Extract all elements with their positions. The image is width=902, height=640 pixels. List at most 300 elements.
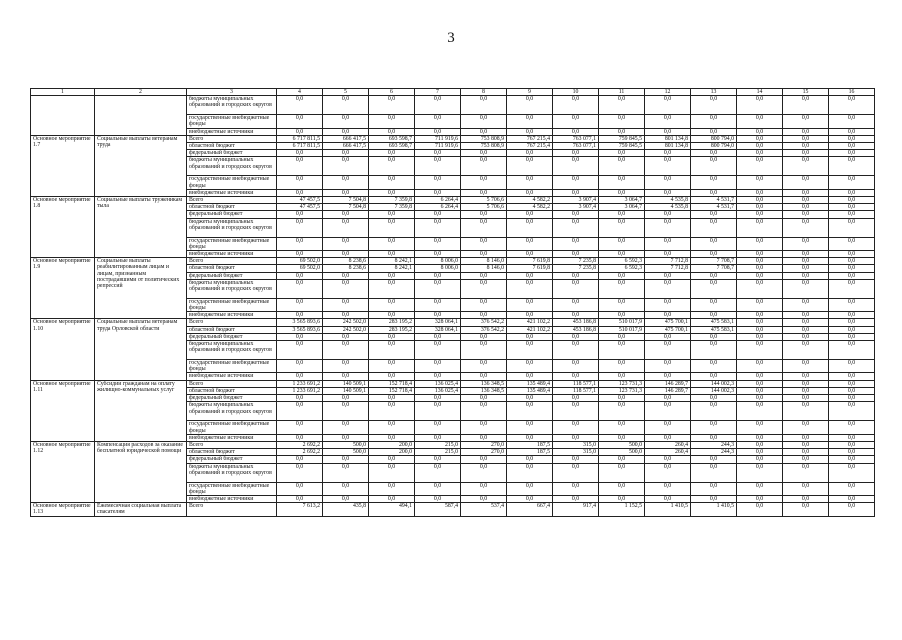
value-cell: 0,0 xyxy=(415,211,461,218)
activity-title-cell: Социальные выплаты ветеранам труда xyxy=(95,135,187,196)
value-cell: 7 235,8 xyxy=(553,258,599,265)
value-cell: 0,0 xyxy=(415,421,461,434)
value-cell: 0,0 xyxy=(415,434,461,441)
value-cell: 0,0 xyxy=(599,312,645,319)
value-cell: 0,0 xyxy=(415,279,461,298)
value-cell: 0,0 xyxy=(553,272,599,279)
value-cell: 0,0 xyxy=(783,211,829,218)
value-cell: 283 195,2 xyxy=(369,319,415,326)
value-cell: 0,0 xyxy=(507,312,553,319)
column-number: 16 xyxy=(829,89,875,96)
value-cell: 4 582,2 xyxy=(507,204,553,211)
value-cell: 0,0 xyxy=(783,265,829,272)
value-cell: 7 613,2 xyxy=(277,503,323,516)
value-cell: 0,0 xyxy=(645,218,691,237)
value-cell: 0,0 xyxy=(507,333,553,340)
value-cell: 7 359,8 xyxy=(369,197,415,204)
value-cell: 0,0 xyxy=(829,189,875,196)
value-cell: 0,0 xyxy=(829,135,875,142)
value-cell: 0,0 xyxy=(369,395,415,402)
value-cell: 0,0 xyxy=(507,482,553,495)
value-cell: 0,0 xyxy=(645,237,691,250)
value-cell: 0,0 xyxy=(691,128,737,135)
value-cell: 0,0 xyxy=(599,128,645,135)
value-cell: 693 598,7 xyxy=(369,135,415,142)
value-cell: 0,0 xyxy=(553,312,599,319)
funding-source-cell: Всего xyxy=(187,441,277,448)
value-cell: 0,0 xyxy=(737,237,783,250)
value-cell: 0,0 xyxy=(277,150,323,157)
value-cell: 0,0 xyxy=(599,395,645,402)
value-cell: 0,0 xyxy=(507,298,553,311)
value-cell: 0,0 xyxy=(553,218,599,237)
value-cell: 47 457,5 xyxy=(277,204,323,211)
value-cell: 7 708,7 xyxy=(691,258,737,265)
value-cell: 0,0 xyxy=(323,312,369,319)
activity-title-cell: Социальные выплаты реабилитированным лицам и лицам, признанным пострадавшими от политических репрессий xyxy=(95,258,187,319)
value-cell: 0,0 xyxy=(323,218,369,237)
value-cell: 0,0 xyxy=(415,218,461,237)
value-cell: 0,0 xyxy=(461,128,507,135)
value-cell: 0,0 xyxy=(553,157,599,176)
value-cell: 3 064,7 xyxy=(599,197,645,204)
value-cell: 0,0 xyxy=(323,373,369,380)
funding-source-cell: внебюджетные источники xyxy=(187,373,277,380)
funding-source-cell: государственные внебюджетные фонды xyxy=(187,421,277,434)
value-cell: 0,0 xyxy=(507,157,553,176)
value-cell: 0,0 xyxy=(599,272,645,279)
value-cell: 6 592,3 xyxy=(599,258,645,265)
value-cell: 0,0 xyxy=(415,482,461,495)
value-cell: 315,0 xyxy=(553,449,599,456)
value-cell: 0,0 xyxy=(461,434,507,441)
value-cell: 0,0 xyxy=(599,456,645,463)
value-cell: 0,0 xyxy=(737,333,783,340)
value-cell: 0,0 xyxy=(599,176,645,189)
value-cell: 5 706,6 xyxy=(461,197,507,204)
value-cell: 0,0 xyxy=(553,341,599,360)
value-cell: 136 025,4 xyxy=(415,380,461,387)
value-cell: 0,0 xyxy=(737,128,783,135)
value-cell: 152 718,4 xyxy=(369,380,415,387)
value-cell: 0,0 xyxy=(645,434,691,441)
value-cell: 0,0 xyxy=(783,218,829,237)
value-cell: 0,0 xyxy=(323,402,369,421)
value-cell: 0,0 xyxy=(645,495,691,502)
value-cell: 0,0 xyxy=(461,157,507,176)
value-cell: 500,0 xyxy=(323,449,369,456)
value-cell: 0,0 xyxy=(277,495,323,502)
value-cell: 0,0 xyxy=(737,395,783,402)
value-cell: 0,0 xyxy=(415,251,461,258)
value-cell: 0,0 xyxy=(507,218,553,237)
value-cell: 260,4 xyxy=(645,441,691,448)
value-cell: 0,0 xyxy=(507,395,553,402)
activity-title-cell xyxy=(95,96,187,136)
value-cell: 0,0 xyxy=(783,189,829,196)
funding-source-cell: внебюджетные источники xyxy=(187,434,277,441)
funding-source-cell: федеральный бюджет xyxy=(187,211,277,218)
funding-source-cell: внебюджетные источники xyxy=(187,312,277,319)
value-cell: 0,0 xyxy=(829,96,875,115)
value-cell: 0,0 xyxy=(737,279,783,298)
value-cell: 0,0 xyxy=(461,150,507,157)
funding-source-cell: Всего xyxy=(187,197,277,204)
value-cell: 0,0 xyxy=(415,373,461,380)
value-cell: 0,0 xyxy=(277,115,323,128)
value-cell: 0,0 xyxy=(645,115,691,128)
value-cell: 0,0 xyxy=(783,251,829,258)
value-cell: 0,0 xyxy=(461,463,507,482)
funding-source-cell: областной бюджет xyxy=(187,265,277,272)
value-cell: 1 233 691,2 xyxy=(277,387,323,394)
column-number: 14 xyxy=(737,89,783,96)
value-cell: 0,0 xyxy=(645,96,691,115)
value-cell: 0,0 xyxy=(691,421,737,434)
value-cell: 69 502,0 xyxy=(277,265,323,272)
value-cell: 187,5 xyxy=(507,449,553,456)
value-cell: 0,0 xyxy=(599,402,645,421)
value-cell: 0,0 xyxy=(323,115,369,128)
value-cell: 0,0 xyxy=(277,341,323,360)
value-cell: 0,0 xyxy=(645,272,691,279)
value-cell: 4 531,7 xyxy=(691,204,737,211)
value-cell: 8 242,1 xyxy=(369,258,415,265)
value-cell: 0,0 xyxy=(369,251,415,258)
value-cell: 0,0 xyxy=(415,341,461,360)
funding-source-cell: Всего xyxy=(187,135,277,142)
value-cell: 0,0 xyxy=(691,96,737,115)
funding-source-cell: внебюджетные источники xyxy=(187,189,277,196)
value-cell: 0,0 xyxy=(323,395,369,402)
value-cell: 0,0 xyxy=(369,218,415,237)
value-cell: 0,0 xyxy=(323,157,369,176)
activity-title-cell: Социальные выплаты труженикам тыла xyxy=(95,197,187,258)
value-cell: 0,0 xyxy=(645,360,691,373)
value-cell: 3 907,4 xyxy=(553,197,599,204)
value-cell: 0,0 xyxy=(461,237,507,250)
funding-source-cell: бюджеты муниципальных образований и городских округов xyxy=(187,402,277,421)
value-cell: 270,0 xyxy=(461,449,507,456)
value-cell: 146 289,7 xyxy=(645,380,691,387)
value-cell: 0,0 xyxy=(277,360,323,373)
value-cell: 242 502,0 xyxy=(323,326,369,333)
value-cell: 0,0 xyxy=(829,380,875,387)
value-cell: 763 077,1 xyxy=(553,143,599,150)
activity-cell: Основное мероприятие 1.8 xyxy=(31,197,95,258)
value-cell: 0,0 xyxy=(783,482,829,495)
activity-title-cell: Компенсация расходов за оказание бесплатной юридической помощи xyxy=(95,441,187,502)
value-cell: 0,0 xyxy=(461,272,507,279)
value-cell: 0,0 xyxy=(415,157,461,176)
value-cell: 3 565 893,6 xyxy=(277,319,323,326)
value-cell: 0,0 xyxy=(691,298,737,311)
table-row xyxy=(31,441,875,448)
value-cell: 328 064,1 xyxy=(415,319,461,326)
value-cell: 0,0 xyxy=(369,176,415,189)
value-cell: 0,0 xyxy=(737,197,783,204)
value-cell: 0,0 xyxy=(553,373,599,380)
value-cell: 0,0 xyxy=(461,360,507,373)
value-cell: 0,0 xyxy=(737,176,783,189)
value-cell: 2 692,2 xyxy=(277,449,323,456)
value-cell: 0,0 xyxy=(783,402,829,421)
value-cell: 0,0 xyxy=(415,189,461,196)
value-cell: 0,0 xyxy=(599,298,645,311)
value-cell: 8 006,0 xyxy=(415,265,461,272)
value-cell: 0,0 xyxy=(737,441,783,448)
column-number: 8 xyxy=(461,89,507,96)
value-cell: 0,0 xyxy=(829,204,875,211)
value-cell: 0,0 xyxy=(369,360,415,373)
value-cell: 800 794,0 xyxy=(691,135,737,142)
column-number: 7 xyxy=(415,89,461,96)
value-cell: 0,0 xyxy=(323,463,369,482)
value-cell: 0,0 xyxy=(277,298,323,311)
value-cell: 0,0 xyxy=(415,333,461,340)
column-number: 1 xyxy=(31,89,95,96)
value-cell: 0,0 xyxy=(461,251,507,258)
value-cell: 376 542,2 xyxy=(461,319,507,326)
value-cell: 0,0 xyxy=(553,298,599,311)
value-cell: 0,0 xyxy=(553,251,599,258)
value-cell: 0,0 xyxy=(783,395,829,402)
value-cell: 0,0 xyxy=(415,402,461,421)
value-cell: 0,0 xyxy=(829,482,875,495)
value-cell: 0,0 xyxy=(323,128,369,135)
value-cell: 0,0 xyxy=(461,298,507,311)
table-row xyxy=(31,319,875,326)
value-cell: 0,0 xyxy=(783,387,829,394)
value-cell: 0,0 xyxy=(415,456,461,463)
value-cell: 3 907,4 xyxy=(553,204,599,211)
value-cell: 0,0 xyxy=(829,265,875,272)
value-cell: 0,0 xyxy=(277,96,323,115)
value-cell: 0,0 xyxy=(369,128,415,135)
value-cell: 0,0 xyxy=(599,341,645,360)
value-cell: 1 233 691,2 xyxy=(277,380,323,387)
value-cell: 0,0 xyxy=(829,218,875,237)
value-cell: 0,0 xyxy=(507,495,553,502)
page-number: 3 xyxy=(447,30,455,46)
value-cell: 0,0 xyxy=(783,434,829,441)
value-cell: 123 731,3 xyxy=(599,387,645,394)
value-cell: 0,0 xyxy=(737,218,783,237)
value-cell: 0,0 xyxy=(277,463,323,482)
value-cell: 0,0 xyxy=(323,456,369,463)
activity-cell: Основное мероприятие 1.10 xyxy=(31,319,95,380)
value-cell: 510 017,9 xyxy=(599,319,645,326)
value-cell: 0,0 xyxy=(599,279,645,298)
value-cell: 0,0 xyxy=(323,251,369,258)
value-cell: 0,0 xyxy=(415,128,461,135)
value-cell: 4 531,7 xyxy=(691,197,737,204)
value-cell: 0,0 xyxy=(461,218,507,237)
value-cell: 0,0 xyxy=(691,434,737,441)
value-cell: 0,0 xyxy=(369,373,415,380)
value-cell: 3 064,7 xyxy=(599,204,645,211)
value-cell: 0,0 xyxy=(553,115,599,128)
value-cell: 0,0 xyxy=(829,495,875,502)
value-cell: 0,0 xyxy=(737,495,783,502)
value-cell: 0,0 xyxy=(645,251,691,258)
value-cell: 0,0 xyxy=(277,237,323,250)
value-cell: 215,0 xyxy=(415,441,461,448)
value-cell: 0,0 xyxy=(599,482,645,495)
value-cell: 0,0 xyxy=(783,319,829,326)
value-cell: 0,0 xyxy=(415,237,461,250)
value-cell: 1 410,5 xyxy=(645,503,691,516)
value-cell: 917,4 xyxy=(553,503,599,516)
value-cell: 8 006,0 xyxy=(415,258,461,265)
value-cell: 0,0 xyxy=(323,495,369,502)
value-cell: 7 235,8 xyxy=(553,265,599,272)
value-cell: 0,0 xyxy=(323,237,369,250)
value-cell: 7 619,8 xyxy=(507,258,553,265)
value-cell: 1 152,5 xyxy=(599,503,645,516)
value-cell: 0,0 xyxy=(645,373,691,380)
funding-source-cell: государственные внебюджетные фонды xyxy=(187,298,277,311)
value-cell: 759 845,5 xyxy=(599,143,645,150)
value-cell: 0,0 xyxy=(415,115,461,128)
funding-source-cell: федеральный бюджет xyxy=(187,456,277,463)
value-cell: 0,0 xyxy=(691,373,737,380)
value-cell: 0,0 xyxy=(507,279,553,298)
value-cell: 0,0 xyxy=(461,482,507,495)
value-cell: 1 410,5 xyxy=(691,503,737,516)
value-cell: 0,0 xyxy=(691,189,737,196)
value-cell: 500,0 xyxy=(323,441,369,448)
value-cell: 0,0 xyxy=(691,272,737,279)
value-cell: 0,0 xyxy=(599,96,645,115)
value-cell: 0,0 xyxy=(277,373,323,380)
value-cell: 0,0 xyxy=(415,96,461,115)
value-cell: 0,0 xyxy=(369,237,415,250)
value-cell: 0,0 xyxy=(737,387,783,394)
value-cell: 0,0 xyxy=(691,150,737,157)
value-cell: 0,0 xyxy=(553,395,599,402)
value-cell: 0,0 xyxy=(829,373,875,380)
value-cell: 0,0 xyxy=(553,128,599,135)
value-cell: 0,0 xyxy=(829,176,875,189)
value-cell: 0,0 xyxy=(369,211,415,218)
value-cell: 0,0 xyxy=(645,176,691,189)
activity-title-cell: Социальные выплаты ветеранам труда Орловской области xyxy=(95,319,187,380)
value-cell: 0,0 xyxy=(553,150,599,157)
value-cell: 0,0 xyxy=(737,319,783,326)
value-cell: 0,0 xyxy=(645,312,691,319)
value-cell: 140 509,1 xyxy=(323,380,369,387)
value-cell: 0,0 xyxy=(599,150,645,157)
value-cell: 283 195,2 xyxy=(369,326,415,333)
budget-table xyxy=(30,88,875,517)
value-cell: 0,0 xyxy=(323,333,369,340)
value-cell: 0,0 xyxy=(645,463,691,482)
value-cell: 0,0 xyxy=(323,434,369,441)
value-cell: 200,0 xyxy=(369,449,415,456)
value-cell: 0,0 xyxy=(415,395,461,402)
value-cell: 0,0 xyxy=(415,360,461,373)
value-cell: 0,0 xyxy=(369,157,415,176)
value-cell: 0,0 xyxy=(369,312,415,319)
value-cell: 0,0 xyxy=(553,333,599,340)
value-cell: 0,0 xyxy=(507,402,553,421)
value-cell: 0,0 xyxy=(829,441,875,448)
value-cell: 0,0 xyxy=(415,150,461,157)
value-cell: 0,0 xyxy=(277,402,323,421)
value-cell: 0,0 xyxy=(783,312,829,319)
value-cell: 0,0 xyxy=(829,402,875,421)
value-cell: 0,0 xyxy=(691,482,737,495)
value-cell: 118 577,1 xyxy=(553,380,599,387)
value-cell: 0,0 xyxy=(737,380,783,387)
funding-source-cell: Всего xyxy=(187,380,277,387)
value-cell: 0,0 xyxy=(369,434,415,441)
funding-source-cell: государственные внебюджетные фонды xyxy=(187,115,277,128)
value-cell: 453 186,8 xyxy=(553,326,599,333)
value-cell: 315,0 xyxy=(553,441,599,448)
value-cell: 0,0 xyxy=(461,373,507,380)
value-cell: 7 712,8 xyxy=(645,258,691,265)
value-cell: 0,0 xyxy=(645,456,691,463)
funding-source-cell: федеральный бюджет xyxy=(187,333,277,340)
value-cell: 0,0 xyxy=(737,115,783,128)
column-number: 5 xyxy=(323,89,369,96)
value-cell: 0,0 xyxy=(829,251,875,258)
value-cell: 7 708,7 xyxy=(691,265,737,272)
value-cell: 0,0 xyxy=(415,495,461,502)
value-cell: 0,0 xyxy=(783,441,829,448)
value-cell: 0,0 xyxy=(783,456,829,463)
funding-source-cell: бюджеты муниципальных образований и городских округов xyxy=(187,463,277,482)
value-cell: 0,0 xyxy=(553,189,599,196)
value-cell: 0,0 xyxy=(507,373,553,380)
value-cell: 0,0 xyxy=(553,456,599,463)
value-cell: 0,0 xyxy=(691,312,737,319)
value-cell: 0,0 xyxy=(507,251,553,258)
value-cell: 0,0 xyxy=(415,272,461,279)
value-cell: 666 417,5 xyxy=(323,135,369,142)
value-cell: 244,3 xyxy=(691,449,737,456)
value-cell: 759 845,5 xyxy=(599,135,645,142)
value-cell: 4 535,8 xyxy=(645,197,691,204)
value-cell: 0,0 xyxy=(783,373,829,380)
value-cell: 0,0 xyxy=(737,265,783,272)
value-cell: 6 717 811,5 xyxy=(277,135,323,142)
funding-source-cell: государственные внебюджетные фонды xyxy=(187,482,277,495)
value-cell: 0,0 xyxy=(737,135,783,142)
value-cell: 0,0 xyxy=(277,176,323,189)
value-cell: 5 706,6 xyxy=(461,204,507,211)
value-cell: 753 808,9 xyxy=(461,143,507,150)
value-cell: 0,0 xyxy=(277,189,323,196)
value-cell: 242 502,0 xyxy=(323,319,369,326)
value-cell: 0,0 xyxy=(829,312,875,319)
value-cell: 763 077,1 xyxy=(553,135,599,142)
funding-source-cell: государственные внебюджетные фонды xyxy=(187,176,277,189)
value-cell: 475 700,1 xyxy=(645,326,691,333)
value-cell: 0,0 xyxy=(369,115,415,128)
funding-source-cell: областной бюджет xyxy=(187,143,277,150)
value-cell: 144 002,3 xyxy=(691,387,737,394)
value-cell: 200,0 xyxy=(369,441,415,448)
value-cell: 0,0 xyxy=(691,115,737,128)
value-cell: 0,0 xyxy=(369,333,415,340)
value-cell: 0,0 xyxy=(599,360,645,373)
value-cell: 801 134,8 xyxy=(645,143,691,150)
value-cell: 7 619,8 xyxy=(507,265,553,272)
value-cell: 475 583,1 xyxy=(691,326,737,333)
